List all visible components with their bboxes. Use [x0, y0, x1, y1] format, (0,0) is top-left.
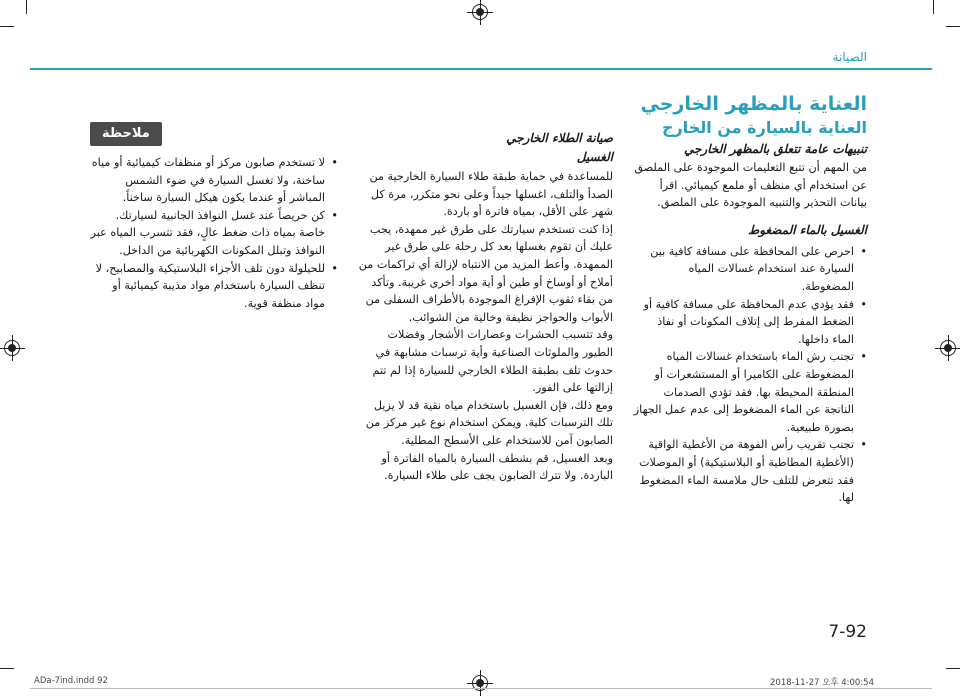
washing-subheading: الغسيل [576, 150, 613, 164]
note-header [90, 122, 338, 146]
list-item: • لا تستخدم صابون مركز أو منظفات كيميائية أو مياه ساخنة، ولا تغسل السيارة في ضوء الشمس المباشر أو عندما يكون هيكل السيارة ساخناً. [90, 154, 338, 207]
right-column [633, 92, 867, 507]
crop-mark [933, 0, 934, 14]
list-item: • كن حريصاً عند غسل النوافذ الجانبية لسيارتك. خاصة بمياه ذات ضغط عالٍ، فقد تتسرب المياه عبر النوافذ وتبلل المكونات الكهربائية من الداخل. [90, 207, 338, 260]
registration-mark-icon [4, 340, 20, 356]
page-number: 7-92 [828, 622, 867, 642]
list-item: • للحيلولة دون تلف الأجزاء البلاستيكية والمصابيح، لا تنظف السيارة باستخدام مواد مذيبة كيميائية أو مواد منظفة قوية. [90, 260, 338, 313]
list-item: • احرص على المحافظة على مسافة كافية بين السيارة عند استخدام غسالات المياه المضغوطة. [633, 243, 867, 296]
paragraph: للمساعدة في حماية طبقة طلاء السيارة الخارجية من الصدأ والتلف، اغسلها جيداً وعلى نحو متكرر، مرة كل شهر على الأقل، بمياه فاترة أو باردة. [369, 170, 613, 219]
page-title: العناية بالمظهر الخارجي [640, 93, 867, 115]
footer-rule [30, 688, 932, 689]
crop-mark [0, 668, 14, 669]
crop-mark [0, 26, 14, 27]
crop-mark [946, 26, 960, 27]
paragraph: وبعد الغسيل، قم بشطف السيارة بالمياه الفاترة أو الباردة. ولا تترك الصابون يجف على طلاء السيارة. [381, 451, 613, 483]
timestamp: 2018-11-27 오후 4:00:54 [770, 678, 874, 688]
pressure-wash-heading: الغسيل بالماء المضغوط [748, 222, 867, 237]
general-heading: تنبيهات عامة تتعلق بالمظهر الخارجي [684, 142, 867, 156]
paragraph: ومع ذلك، فإن الغسيل باستخدام مياه نقية قد لا يزيل تلك الترسبات كلية. ويمكن استخدام نوع غير مركز من الصابون آمن للاستخدام على الأسطح المطلية. [365, 398, 613, 447]
note-box [90, 122, 338, 312]
crop-mark [946, 668, 960, 669]
paragraph: وقد تتسبب الحشرات وعصارات الأشجار وفضلات الطيور والملوثات الصناعية وأية ترسبات مشابهة في حدوث تلف بطبقة الطلاء الخارجي للسيارة إذا لم تتم إزالتها على الفور. [372, 328, 613, 395]
registration-mark-icon [940, 340, 956, 356]
file-info: ADa-7ind.indd 92 [34, 676, 108, 686]
list-item: • تجنب رش الماء باستخدام غسالات المياه المضغوطة على الكاميرا أو المستشعرات أو المنطقة المحيطة بها. فقد تؤدي الصدمات الناتجة عن الماء المضغوط إلى عدم عمل الجهاز بصورة طبيعية. [633, 348, 867, 436]
general-text: من المهم أن تتبع التعليمات الموجودة على الملصق عن استخدام أي منظف أو ملمع كيميائي. اقرأ بيانات التحذير والتنبيه الموجودة على الملصق. [634, 161, 867, 210]
paragraph: إذا كنت تستخدم سيارتك على طرق غير ممهدة، يجب عليك أن تقوم بغسلها بعد كل رحلة على طرق غير الممهدة. وأعط المزيد من الانتباه لإزالة أي تراكمات من أملاح أو أوساخ أو طين أو أية مواد أخرى غريبة. وتأكد من بقاء ثقوب الإفراغ الموجودة بالأطراف السفلى من الأبواب والحواجز نظيفة وخالية من الشوائب. [358, 222, 613, 324]
section-label: الصيانة [832, 50, 867, 64]
note-label: ملاحظة [90, 122, 162, 146]
header-rule [30, 68, 932, 70]
section-subtitle: العناية بالسيارة من الخارج [661, 118, 867, 137]
middle-column [358, 128, 613, 485]
pressure-wash-list [633, 243, 867, 507]
note-list [90, 154, 338, 312]
crop-mark [26, 0, 27, 14]
list-item: • تجنب تقريب رأس الفوهة من الأغطية الواقية (الأغطية المطاطية أو البلاستيكية) أو الموصلات فقد تتعرض للتلف حال ملامسة الماء المضغوط لها. [633, 436, 867, 506]
list-item: • فقد يؤدي عدم المحافظة على مسافة كافية أو الضغط المفرط إلى إتلاف المكونات أو نفاذ الماء داخلها. [633, 296, 867, 349]
registration-mark-icon [472, 4, 488, 20]
paint-care-heading: صيانة الطلاء الخارجي [506, 131, 613, 145]
